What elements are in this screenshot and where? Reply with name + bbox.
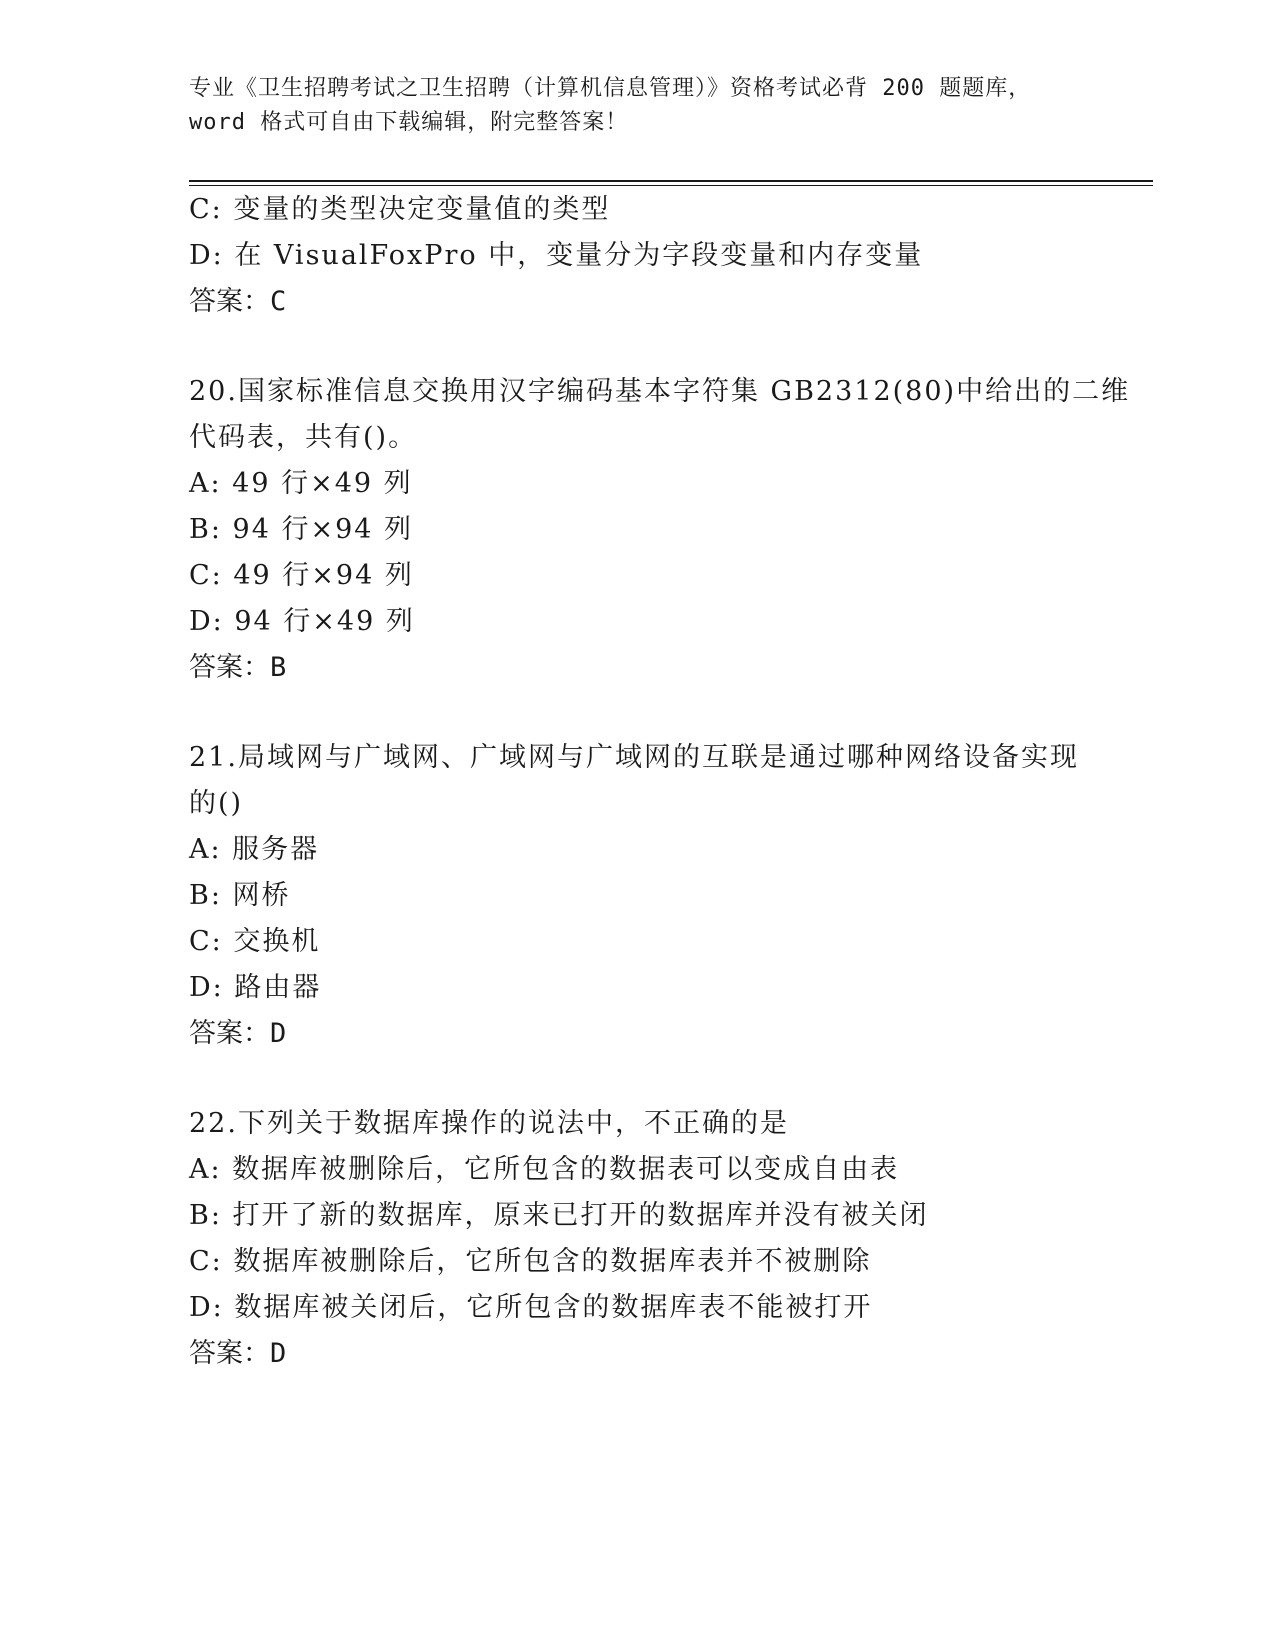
question-stem: 的()	[189, 788, 244, 819]
question-partial	[189, 187, 1089, 325]
option-b: B: 网桥	[189, 880, 291, 911]
answer-line: 答案：C	[189, 286, 287, 317]
question-stem: 22.下列关于数据库操作的说法中，不正确的是	[189, 1108, 789, 1139]
option-a: A: 49 行×49 列	[189, 468, 413, 499]
option-c: C: 49 行×94 列	[189, 560, 414, 591]
question-20	[189, 369, 1131, 691]
question-22	[189, 1101, 1089, 1377]
spacer	[189, 1057, 1089, 1101]
answer-line: 答案：B	[189, 652, 287, 683]
header-title-line-1: 专业《卫生招聘考试之卫生招聘（计算机信息管理）》资格考试必背 200 题题库，	[189, 76, 1032, 101]
option-d: D: 数据库被关闭后，它所包含的数据库表不能被打开	[189, 1292, 873, 1323]
header-divider-thick	[189, 180, 1153, 182]
question-stem: 21.局域网与广域网、广域网与广域网的互联是通过哪种网络设备实现	[189, 742, 1079, 773]
spacer	[189, 325, 1089, 369]
document-header	[189, 72, 1089, 140]
header-title-line-2: word 格式可自由下载编辑，附完整答案！	[189, 110, 629, 135]
answer-line: 答案：D	[189, 1018, 287, 1049]
option-d: D: 在 VisualFoxPro 中，变量分为字段变量和内存变量	[189, 240, 924, 271]
option-c: C: 变量的类型决定变量值的类型	[189, 194, 611, 225]
spacer	[189, 691, 1089, 735]
option-c: C: 交换机	[189, 926, 321, 957]
option-a: A: 服务器	[189, 834, 320, 865]
option-b: B: 打开了新的数据库，原来已打开的数据库并没有被关闭	[189, 1200, 929, 1231]
answer-line: 答案：D	[189, 1338, 287, 1369]
option-d: D: 94 行×49 列	[189, 606, 415, 637]
option-a: A: 数据库被删除后，它所包含的数据表可以变成自由表	[189, 1154, 900, 1185]
header-divider-thin	[189, 185, 1153, 186]
question-21	[189, 735, 1089, 1057]
question-list	[189, 187, 1131, 1377]
option-d: D: 路由器	[189, 972, 322, 1003]
question-stem: 20.国家标准信息交换用汉字编码基本字符集 GB2312(80)中给出的二维	[189, 376, 1131, 407]
question-stem: 代码表，共有()。	[189, 422, 418, 453]
option-c: C: 数据库被删除后，它所包含的数据库表并不被删除	[189, 1246, 872, 1277]
option-b: B: 94 行×94 列	[189, 514, 414, 545]
